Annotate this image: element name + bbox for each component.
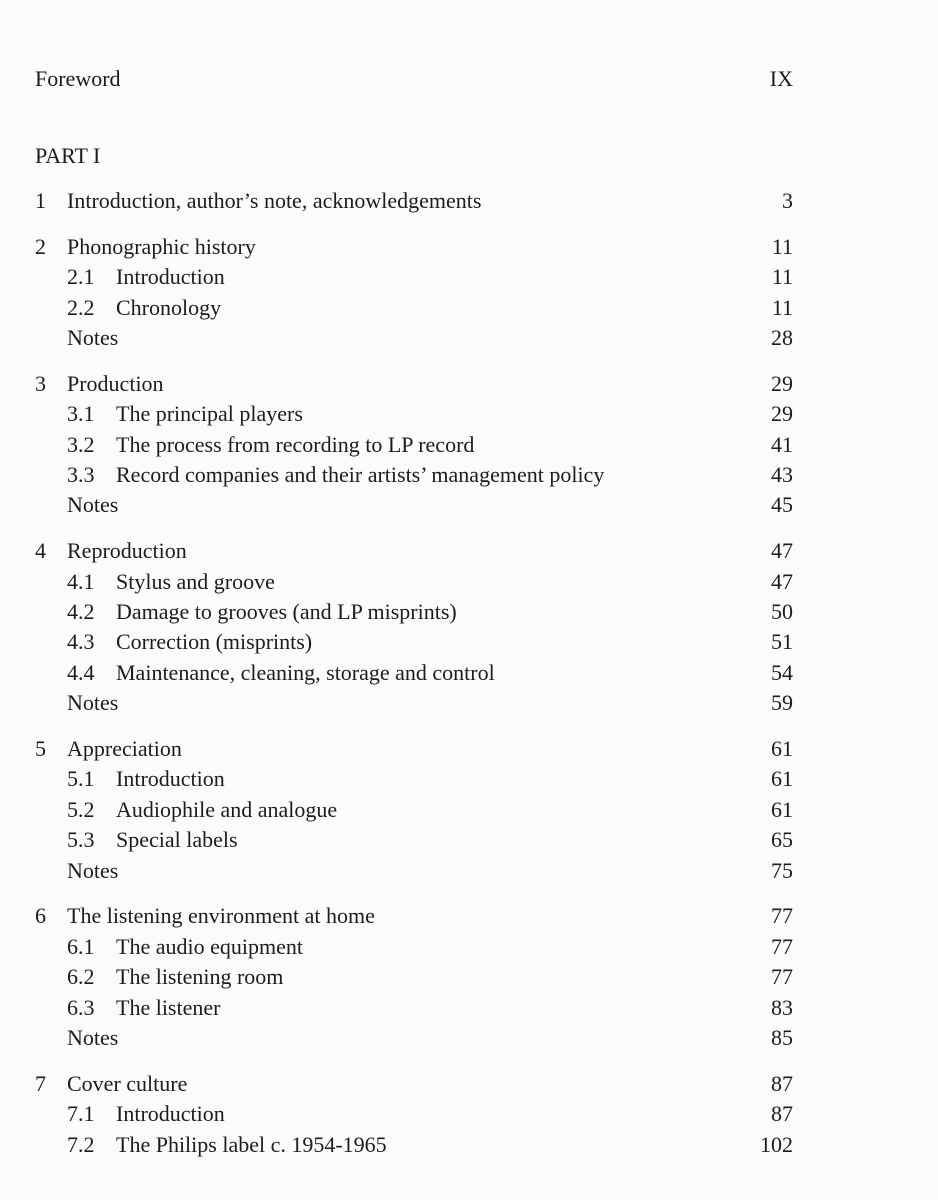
section-number: 6.1	[67, 933, 95, 959]
chapter-page-number: 61	[771, 736, 793, 761]
toc-section-entry[interactable]	[0, 1099, 938, 1129]
section-title: Introduction	[116, 766, 225, 792]
section-page-number: 51	[771, 629, 793, 655]
section-number: 2.2	[67, 294, 95, 320]
toc-section-entry[interactable]	[0, 430, 938, 460]
section-page-number: 50	[771, 599, 793, 624]
chapter-title: The listening environment at home	[67, 903, 375, 929]
section-number: 3.2	[67, 431, 95, 457]
toc-section-entry[interactable]	[0, 962, 938, 992]
chapter-title: Phonographic history	[67, 233, 256, 259]
toc-section-entry[interactable]	[0, 658, 938, 688]
chapter-page-number: 3	[782, 188, 793, 213]
section-number: 5.1	[67, 766, 95, 792]
toc-section-entry[interactable]	[0, 460, 938, 490]
section-page-number: 102	[760, 1131, 793, 1157]
toc-section-entry[interactable]	[0, 567, 938, 597]
section-title: Correction (misprints)	[116, 629, 313, 655]
section-page-number: 85	[771, 1025, 793, 1050]
chapter-page-number: 87	[771, 1070, 793, 1096]
toc-notes-entry[interactable]	[0, 856, 938, 886]
toc-chapter-entry[interactable]	[0, 1069, 938, 1099]
section-title: Record companies and their artists’ management policy	[116, 462, 605, 487]
section-page-number: 11	[771, 264, 793, 290]
chapter-page-number: 29	[771, 370, 793, 396]
section-number: 2.1	[67, 264, 95, 290]
section-page-number: 61	[771, 766, 793, 792]
section-page-number: 87	[771, 1101, 793, 1127]
chapter-page-number: 47	[771, 538, 793, 564]
section-number: 4.3	[67, 629, 95, 655]
section-page-number: 29	[771, 401, 793, 427]
section-title: Damage to grooves (and LP misprints)	[116, 599, 457, 624]
chapter-number: 5	[35, 736, 46, 761]
section-title: The process from recording to LP record	[116, 431, 475, 457]
toc-chapter-entry[interactable]	[0, 536, 938, 566]
toc-section-entry[interactable]	[0, 795, 938, 825]
section-page-number: 75	[771, 857, 793, 883]
toc-section-entry[interactable]	[0, 262, 938, 292]
notes-title: Notes	[67, 857, 119, 883]
section-page-number: 43	[771, 462, 793, 487]
chapter-title: Appreciation	[67, 736, 182, 761]
toc-section-entry[interactable]	[0, 932, 938, 962]
section-number: 5.3	[67, 827, 95, 853]
section-title: Chronology	[116, 294, 222, 320]
section-number: 4.4	[67, 659, 95, 685]
section-number: 5.2	[67, 796, 95, 822]
toc-chapter-entry[interactable]	[0, 901, 938, 931]
chapter-number: 3	[35, 370, 46, 396]
chapter-number: 7	[35, 1070, 46, 1096]
section-number: 4.2	[67, 599, 95, 624]
chapter-title: Production	[67, 370, 164, 396]
chapter-title: Reproduction	[67, 538, 187, 564]
section-page-number: 77	[771, 964, 793, 990]
toc-section-entry[interactable]	[0, 1130, 938, 1160]
notes-title: Notes	[67, 690, 119, 716]
toc-chapter-entry[interactable]	[0, 734, 938, 764]
section-number: 6.3	[67, 994, 95, 1020]
section-page-number: 59	[771, 690, 793, 716]
section-page-number: 77	[771, 933, 793, 959]
toc-entry-foreword[interactable]	[0, 64, 938, 94]
notes-title: Notes	[67, 1025, 119, 1050]
toc-notes-entry[interactable]	[0, 1023, 938, 1053]
section-number: 4.1	[67, 568, 95, 594]
section-page-number: 28	[771, 325, 793, 350]
chapter-title: Introduction, author’s note, acknowledgements	[67, 188, 482, 213]
part-heading	[0, 141, 938, 171]
toc-section-entry[interactable]	[0, 293, 938, 323]
toc-section-entry[interactable]	[0, 399, 938, 429]
section-title: The listening room	[116, 964, 284, 990]
section-title: Maintenance, cleaning, storage and control	[116, 659, 495, 685]
section-title: The principal players	[116, 401, 303, 427]
chapter-page-number: 77	[771, 903, 793, 929]
section-page-number: 61	[771, 796, 793, 822]
section-title: Stylus and groove	[116, 568, 275, 594]
section-number: 7.1	[67, 1101, 95, 1127]
section-page-number: 11	[771, 294, 793, 320]
section-page-number: 41	[771, 431, 793, 457]
section-number: 3.3	[67, 462, 95, 487]
section-title: The listener	[116, 994, 221, 1020]
toc-chapter-entry[interactable]	[0, 369, 938, 399]
chapter-number: 4	[35, 538, 46, 564]
section-page-number: 45	[771, 492, 793, 518]
chapter-number: 6	[35, 903, 46, 929]
section-number: 7.2	[67, 1131, 95, 1157]
entry-page-number: IX	[769, 66, 793, 91]
section-title: The Philips label c. 1954-1965	[116, 1131, 387, 1157]
toc-section-entry[interactable]	[0, 627, 938, 657]
section-page-number: 54	[771, 659, 793, 685]
toc-chapter-entry[interactable]	[0, 232, 938, 262]
section-number: 3.1	[67, 401, 95, 427]
section-title: The audio equipment	[116, 933, 303, 959]
notes-title: Notes	[67, 325, 119, 350]
section-page-number: 47	[771, 568, 793, 594]
toc-notes-entry[interactable]	[0, 323, 938, 353]
entry-title: Foreword	[35, 66, 121, 91]
section-title: Special labels	[116, 827, 238, 853]
chapter-page-number: 11	[771, 233, 793, 259]
section-title: Introduction	[116, 1101, 225, 1127]
section-page-number: 83	[771, 994, 793, 1020]
section-title: Audiophile and analogue	[116, 796, 338, 822]
section-page-number: 65	[771, 827, 793, 853]
toc-chapter-entry[interactable]	[0, 186, 938, 216]
toc-section-entry[interactable]	[0, 993, 938, 1023]
toc-notes-entry[interactable]	[0, 490, 938, 520]
toc-section-entry[interactable]	[0, 764, 938, 794]
chapter-title: Cover culture	[67, 1070, 188, 1096]
chapter-number: 1	[35, 188, 46, 213]
section-number: 6.2	[67, 964, 95, 990]
section-title: Introduction	[116, 264, 225, 290]
toc-section-entry[interactable]	[0, 825, 938, 855]
toc-section-entry[interactable]	[0, 597, 938, 627]
chapter-number: 2	[35, 233, 46, 259]
notes-title: Notes	[67, 492, 119, 518]
toc-notes-entry[interactable]	[0, 688, 938, 718]
part-label: PART I	[35, 143, 101, 168]
